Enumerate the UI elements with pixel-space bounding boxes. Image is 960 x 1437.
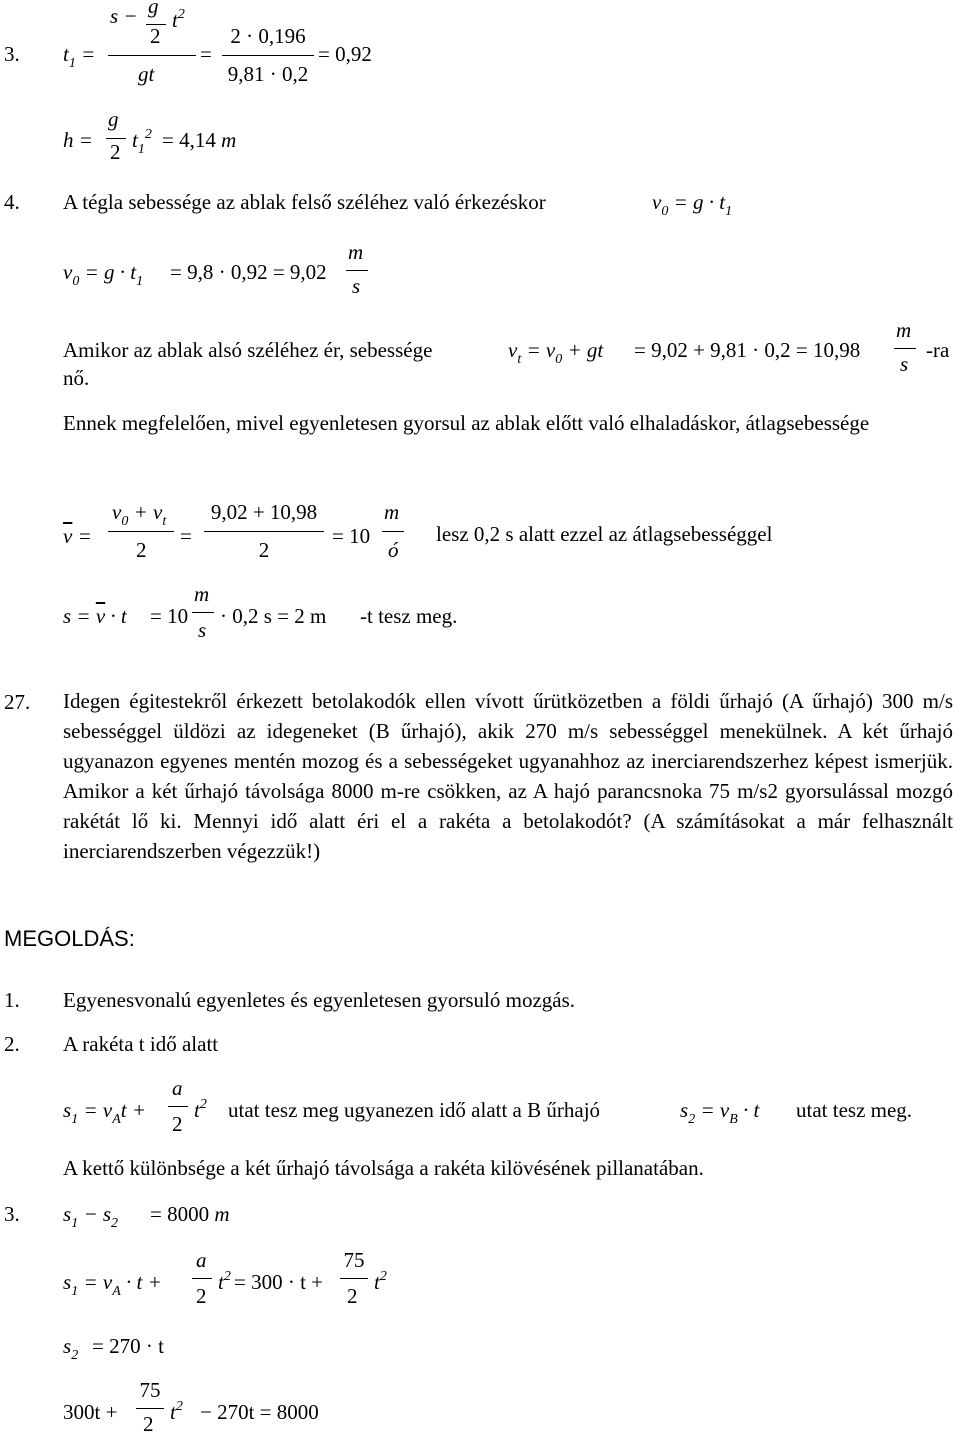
eq-g: g [148,0,159,18]
eq-vbar: $\overline{v}$ = [63,524,92,548]
eq-avg-den: 2 [258,538,270,562]
eq-h-result: = 4,14 m [162,128,237,152]
fraction-bar [192,612,214,613]
eq-2: 2 [347,1284,358,1308]
eq-s1b-lhs: $s_1 = v_A \cdot t$ + [63,1270,162,1299]
eq-a: a [196,1248,207,1272]
unit-s: s [198,618,207,642]
eq-s-result: = 10 [150,604,189,628]
fraction-bar [222,55,314,56]
item-number: 1. [4,988,20,1012]
fraction-bar [108,55,196,56]
eq-t1-val-den: 9,81 · 0,2 [227,62,309,86]
eq-2: 2 [196,1284,207,1308]
eq-avg-num: 9,02 + 10,98 [210,500,318,524]
unit-s: s [900,352,909,376]
paragraph-text: A kettő különbsége a két űrhajó távolsága a rakéta kilövésének pillanatában. [63,1156,704,1180]
paragraph-text: A tégla sebessége az ablak felső széléhez való érkezéskor [63,190,546,214]
fraction-bar [204,531,324,532]
eq-v0-lhs: $v_0 = g \cdot t_1$ [63,260,144,289]
eq-final-b: − 270t = 8000 [200,1400,319,1424]
eq-equals: = [200,42,212,66]
eq-vt-result: = 9,02 + 9,81 · 0,2 = 10,98 [634,338,861,362]
eq-t2: $t^2$ [172,7,185,32]
eq-vt-lhs: $v_t = v_0$ + gt [508,338,604,367]
paragraph-text: -t tesz meg. [360,604,458,628]
eq-t1sq: $t_1^2$ [132,127,152,157]
paragraph-text: Egyenesvonalú egyenletes és egyenletesen gyorsuló mozgás. [63,988,576,1012]
fraction-bar [382,531,404,532]
unit-s: ó [388,538,399,562]
fraction-bar [106,138,126,139]
unit-m: m [384,500,400,524]
unit-m: m [348,240,364,264]
eq-t1-val-num: 2 · 0,196 [230,24,306,48]
eq-gt: gt [138,62,155,86]
paragraph-text: utat tesz meg ugyanezen idő alatt a B űrhajó [228,1098,601,1122]
eq-2: 2 [110,140,121,164]
eq-2: 2 [143,1412,154,1436]
fraction-bar [168,1106,188,1107]
eq-diff-result: = 8000 m [150,1202,230,1226]
eq-s2b-result: = 270 · t [92,1334,164,1358]
problem-text: Idegen égitestekről érkezett betolakodók ellen vívott űrütközetben a földi űrhajó (A űrhajó) 300 m/s sebességgel üldözi az idegeneket (B űrhajó), akik 270 m/s sebességgel menekülnek. A két űrhajó ugyanazon egyenes mentén mozog és a sebességeket ugyanahhoz az inerciarendszerhez képest ismerjük. Amikor a két űrhajó távolsága 8000 m-re csökken, az A hajó parancsnoka 75 m/s2 gyorsulással mozgó rakétát lő ki. Mennyi idő alatt éri el a rakéta a betolakodót? (A számításokat a már felhasznált inerciarendszerben végezzük!) [63,689,953,863]
item-number: 3. [4,1202,20,1226]
eq-t2: $t^2$ [194,1097,207,1122]
eq-2: 2 [172,1112,183,1136]
eq-avg-result: = 10 [332,524,371,548]
item-number: 4. [4,190,20,214]
fraction-bar [136,1408,164,1409]
eq-avg-num-sym: $v_0 + v_t$ [112,500,167,529]
item-number: 3. [4,42,20,66]
eq-s-lhs: $s = \overline{v} \cdot t$ [63,604,127,628]
eq-equals: = [180,524,192,548]
eq-s2-vb: $s_2 = v_B \cdot t$ [680,1098,760,1127]
paragraph-text: nő. [63,366,90,390]
eq-t1-result: = 0,92 [318,42,372,66]
eq-h-lhs: h = [63,128,93,152]
eq-t1-numerator: s − [110,4,138,28]
paragraph-text: -ra [926,338,950,362]
problem-number: 27. [4,690,31,714]
paragraph-text: lesz 0,2 s alatt ezzel az átlagsebességgel [436,522,773,546]
eq-final-a: 300t + [63,1400,118,1424]
eq-2: 2 [150,24,161,48]
paragraph-text: A rakéta t idő alatt [63,1032,219,1056]
eq-diff-lhs: $s_1 - s_2$ [63,1202,119,1231]
paragraph-text: Ennek megfelelően, mivel egyenletesen gyorsul az ablak előtt való elhaladáskor, átlagsebessége [63,411,870,435]
eq-s1b-result: = 300 · t + [234,1270,324,1294]
fraction-bar [894,348,916,349]
item-number: 2. [4,1032,20,1056]
eq-v0-result: = 9,8 · 0,92 = 9,02 [170,260,327,284]
unit-m: m [896,318,912,342]
eq-t2: $t^2$ [374,1269,387,1294]
section-heading: MEGOLDÁS: [4,926,135,951]
fraction-bar [340,1278,368,1279]
eq-t2: $t^2$ [170,1399,183,1424]
eq-75: 75 [139,1378,161,1402]
eq-v0-intro: $v_0 = g \cdot t_1$ [652,190,733,219]
eq-s2b-lhs: $s_2$ [63,1334,79,1363]
eq-a: a [172,1076,183,1100]
fraction-bar [346,270,368,271]
eq-s-tail: · 0,2 s = 2 m [220,604,327,628]
paragraph-text: utat tesz meg. [796,1098,913,1122]
eq-g: g [108,107,119,131]
unit-m: m [194,582,210,606]
eq-t1-lhs: $t_1$ = [63,42,96,71]
eq-75: 75 [343,1248,365,1272]
unit-s: s [352,274,361,298]
fraction-bar [108,531,174,532]
eq-2: 2 [136,538,147,562]
eq-s1-lhs: $s_1 = v_At$ + [63,1098,147,1127]
eq-t2: $t^2$ [218,1269,231,1294]
paragraph-text: Amikor az ablak alsó széléhez ér, sebessége [63,338,433,362]
